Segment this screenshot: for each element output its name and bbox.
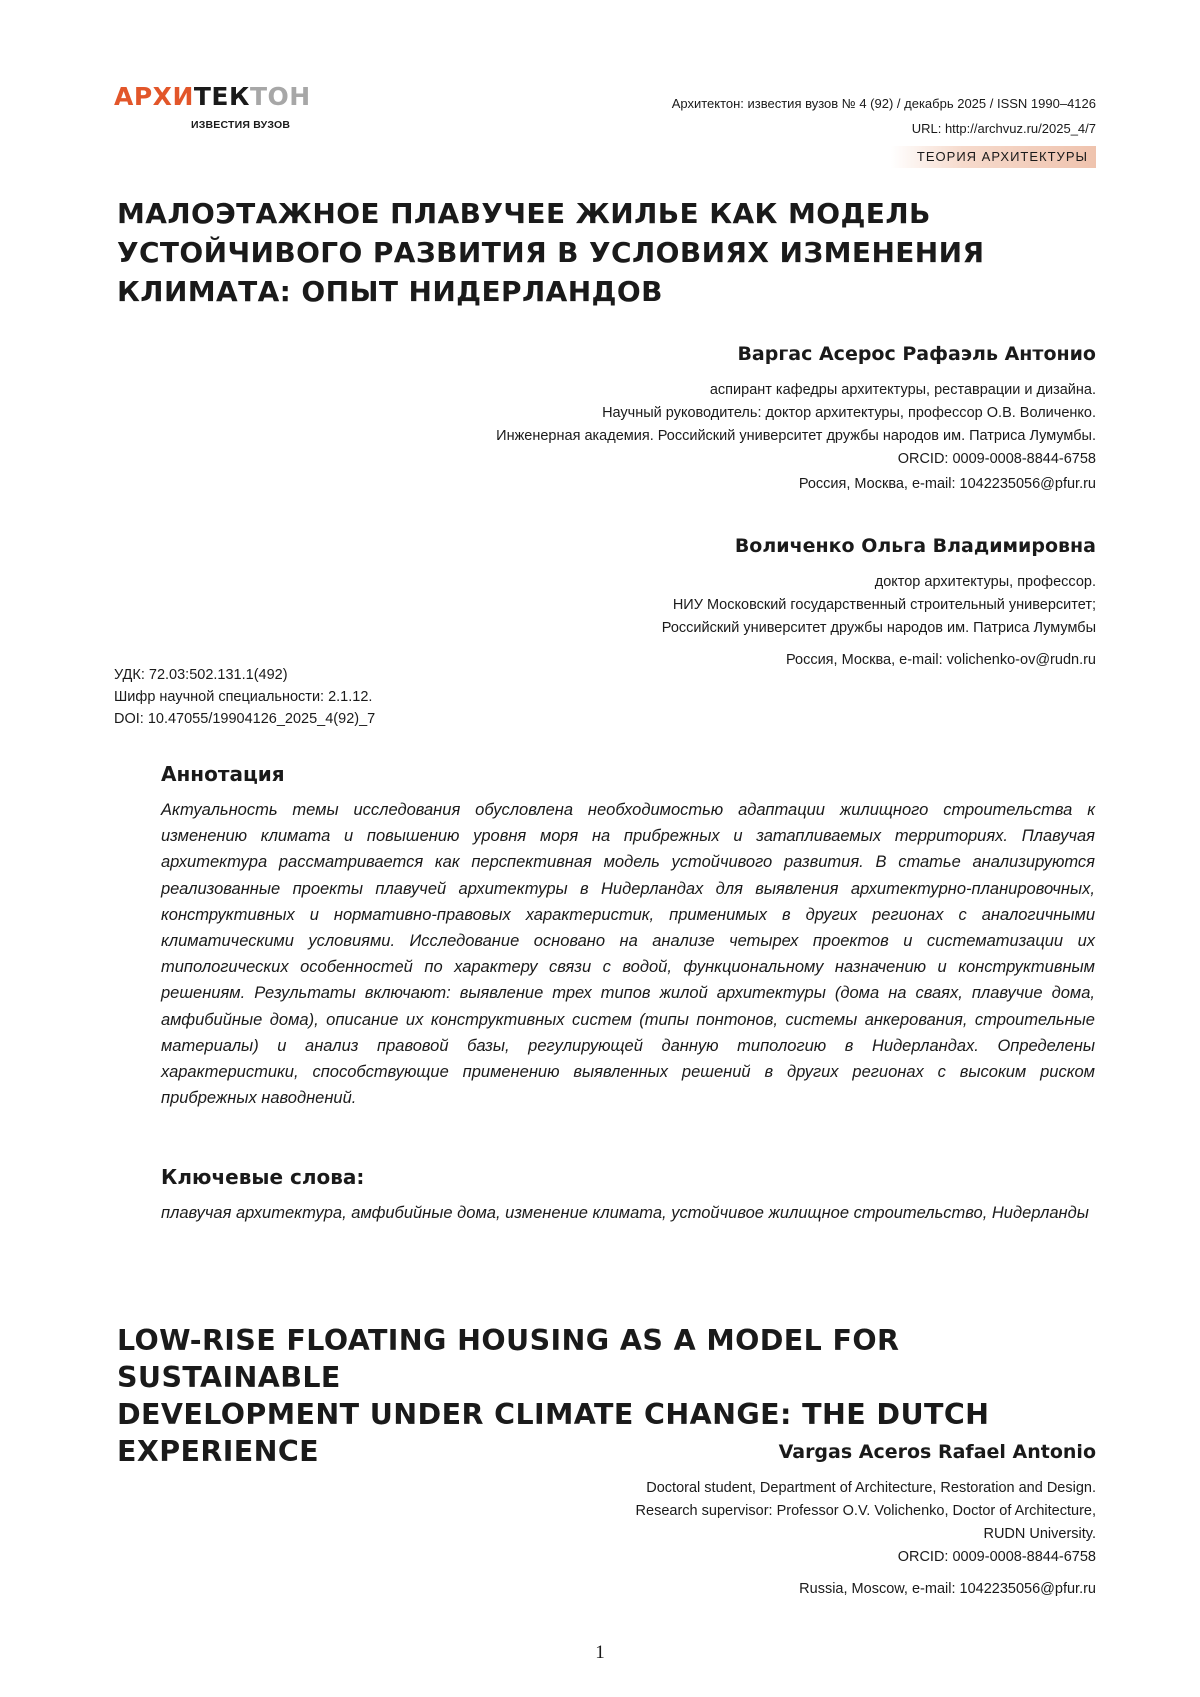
author-name: Варгас Асерос Рафаэль Антонио [737,343,1096,365]
author-affiliation-line: RUDN University. [983,1526,1096,1542]
author-affiliation-line: Российский университет дружбы народов им. Патриса Лумумбы [661,620,1096,636]
author-email[interactable]: Russia, Moscow, e-mail: 1042235056@pfur.ru [799,1581,1096,1597]
logo-part-1: АРХИ [114,82,194,111]
title-ru-line: МАЛОЭТАЖНОЕ ПЛАВУЧЕЕ ЖИЛЬЕ КАК МОДЕЛЬ [117,197,931,230]
keywords-text: плавучая архитектура, амфибийные дома, изменение климата, устойчивое жилищное строительство, Нидерланды [161,1204,1089,1222]
author-affiliation-line: аспирант кафедры архитектуры, реставрации и дизайна. [709,382,1096,398]
article-title-ru [117,194,1097,311]
article-url[interactable]: URL: http://archvuz.ru/2025_4/7 [911,121,1096,136]
author-affiliation-line: Научный руководитель: доктор архитектуры, профессор О.В. Воличенко. [602,405,1096,421]
section-tag: ТЕОРИЯ АРХИТЕКТУРЫ [891,146,1096,168]
journal-logo [114,84,311,109]
logo-subtitle: ИЗВЕСТИЯ ВУЗОВ [191,119,291,131]
title-ru-line: КЛИМАТА: ОПЫТ НИДЕРЛАНДОВ [117,275,663,308]
author-affiliation-line: НИУ Московский государственный строительный университет; [672,597,1096,613]
author-email[interactable]: Россия, Москва, e-mail: 1042235056@pfur.ru [798,476,1096,492]
journal-issue-line: Архитектон: известия вузов № 4 (92) / декабрь 2025 / ISSN 1990–4126 [671,96,1096,111]
author-email[interactable]: Россия, Москва, e-mail: volichenko-ov@rudn.ru [785,652,1096,668]
author-en [636,1440,1096,1601]
logo-part-2: ТЕК [193,82,250,111]
author-ru-1 [496,342,1096,496]
keywords-heading: Ключевые слова: [161,1165,365,1189]
author-affiliation-line: Doctoral student, Department of Architecture, Restoration and Design. [646,1480,1096,1496]
author-affiliation-line: Инженерная академия. Российский университет дружбы народов им. Патриса Лумумбы. [496,428,1096,444]
author-orcid: ORCID: 0009-0008-8844-6758 [897,451,1096,467]
abstract-heading: Аннотация [161,762,285,786]
author-name: Vargas Aceros Rafael Antonio [778,1441,1096,1463]
author-ru-2 [662,534,1096,672]
title-en-line: DEVELOPMENT UNDER CLIMATE CHANGE: THE DUTCH [117,1398,990,1431]
udk: УДК: 72.03:502.131.1(492) [114,667,288,683]
author-affiliation-line: доктор архитектуры, профессор. [874,574,1096,590]
author-name: Воличенко Ольга Владимировна [734,535,1096,557]
logo-part-3: ТОН [249,82,311,111]
title-en-line: EXPERIENCE [117,1435,320,1468]
author-orcid: ORCID: 0009-0008-8844-6758 [897,1549,1096,1565]
author-affiliation-line: Research supervisor: Professor O.V. Volichenko, Doctor of Architecture, [635,1503,1096,1519]
abstract-text: Актуальность темы исследования обусловлена необходимостью адаптации жилищного строительства к изменению климата и повышению уровня моря на прибрежных и затапливаемых территориях. Плавучая архитектура рассматривается как перспективная модель устойчивого развития. В статье анализируются реализованные проекты плавучей архитектуры в Нидерландах для выявления архитектурно-планировочных, конструктивных и нормативно-правовых характеристик, применимых в других регионах с аналогичными климатическими условиями. Исследование основано на анализе четырех проектов и систематизации их типологических особенностей по характеру связи с водой, функциональному назначению и конструктивным решениям. Результаты включают: выявление трех типов жилой архитектуры (дома на сваях, плавучие дома, амфибийные дома), описание их конструктивных систем (типы понтонов, системы анкерования, строительные материалы) и анализ правовой базы, регулирующей данную типологию в Нидерландах. Определены характеристики, способствующие применению выявленных решений в других регионах с высоким риском прибрежных наводнений. [161,801,1095,1108]
doi[interactable]: DOI: 10.47055/19904126_2025_4(92)_7 [114,711,376,727]
page-number: 1 [595,1642,605,1663]
article-meta [114,664,375,730]
specialty-code: Шифр научной специальности: 2.1.12. [114,689,373,705]
title-en-line: LOW-RISE FLOATING HOUSING AS A MODEL FOR SUSTAINABLE [117,1324,900,1394]
title-ru-line: УСТОЙЧИВОГО РАЗВИТИЯ В УСЛОВИЯХ ИЗМЕНЕНИЯ [117,236,985,269]
